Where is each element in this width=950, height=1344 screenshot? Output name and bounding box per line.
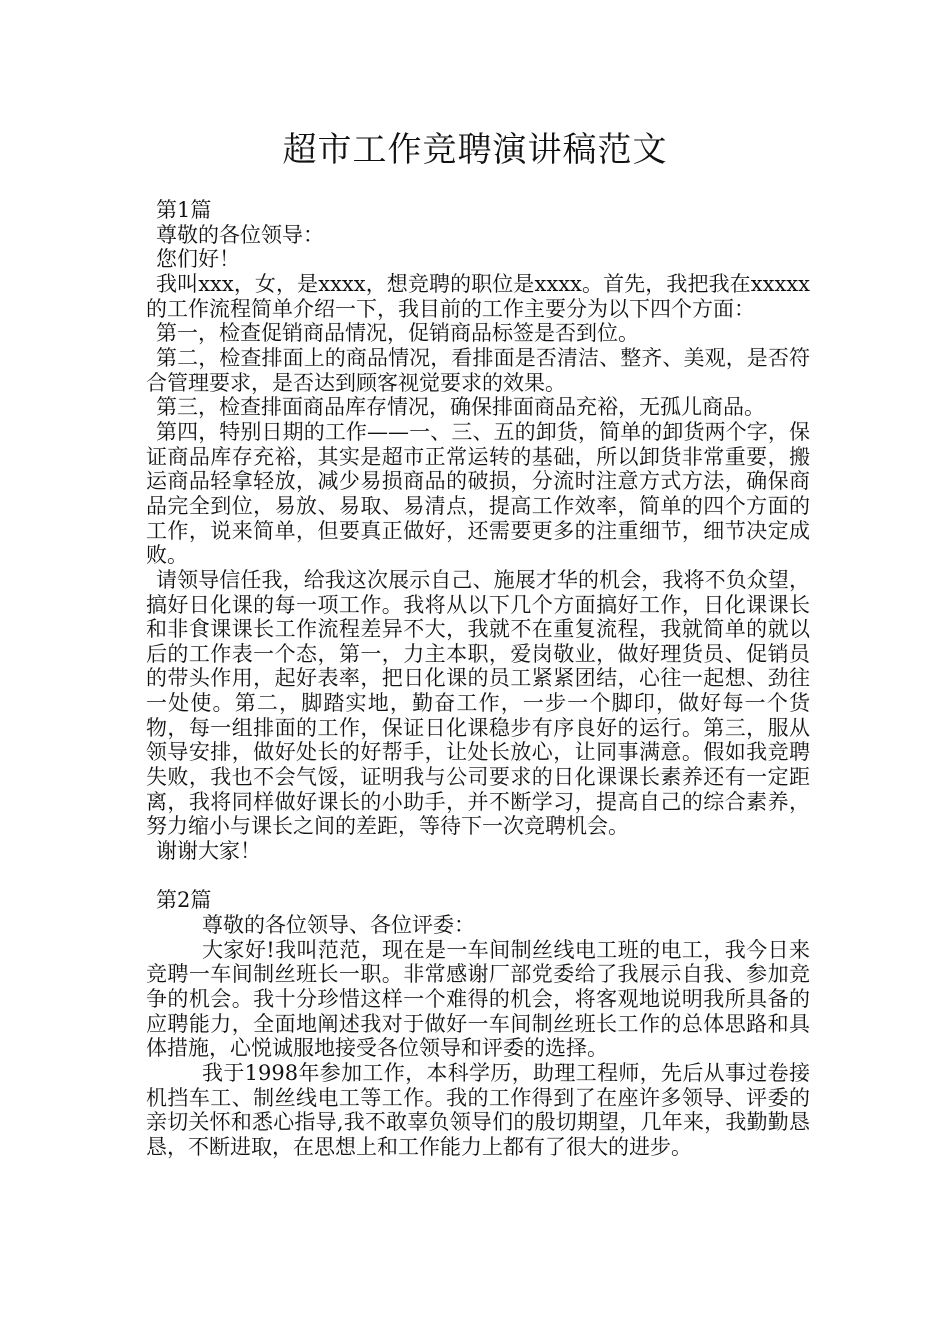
section-2-paragraph: 我于1998年参加工作，本科学历，助理工程师，先后从事过卷接机挡车工、制丝线电工等工作。我的工作得到了在座许多领导、评委的亲切关怀和悉心指导,我不敢辜负领导们的殷切期望，几年来，我勤勤恳恳，不断进取，在思想上和工作能力上都有了很大的进步。	[146, 1060, 810, 1159]
section-1-closing: 谢谢大家！	[156, 839, 261, 864]
section-1-salutation: 尊敬的各位领导：	[156, 222, 324, 247]
section-1-greeting: 您们好！	[156, 247, 240, 272]
section-2-paragraph: 大家好!我叫范范，现在是一车间制丝线电工班的电工，我今日来竞聘一车间制丝班长一职。非常感谢厂部党委给了我展示自我、参加竞争的机会。我十分珍惜这样一个难得的机会，将客观地说明我所具备的应聘能力，全面地阐述我对于做好一车间制丝班长工作的总体思路和具体措施，心悦诚服地接受各位领导和评委的选择。	[146, 937, 810, 1061]
section-2-salutation: 尊敬的各位领导、各位评委：	[202, 913, 475, 938]
section-1-paragraph: 第三，检查排面商品库存情况，确保排面商品充裕，无孤儿商品。	[156, 395, 765, 420]
section-1-heading: 第1篇	[156, 198, 212, 222]
section-1-paragraph: 第一，检查促销商品情况，促销商品标签是否到位。	[156, 321, 639, 346]
section-1-paragraph: 第二，检查排面上的商品情况，看排面是否清洁、整齐、美观，是否符合管理要求，是否达到顾客视觉要求的效果。	[146, 345, 810, 395]
section-1-paragraph: 我叫xxx，女，是xxxx，想竞聘的职位是xxxx。首先，我把我在xxxxx的工作流程简单介绍一下，我目前的工作主要分为以下四个方面：	[146, 271, 810, 321]
section-spacer	[146, 864, 810, 889]
document-body	[146, 198, 810, 1160]
document-title: 超市工作竞聘演讲稿范文	[282, 130, 668, 170]
section-1-paragraph: 第四，特别日期的工作——一、三、五的卸货，简单的卸货两个字，保证商品库存充裕，其实是超市正常运转的基础，所以卸货非常重要，搬运商品轻拿轻放，减少易损商品的破损，分流时注意方式方法，确保商品完全到位，易放、易取、易清点，提高工作效率，简单的四个方面的工作，说来简单，但要真正做好，还需要更多的注重细节，细节决定成败。	[146, 419, 810, 568]
section-1-paragraph: 请领导信任我，给我这次展示自己、施展才华的机会，我将不负众望，搞好日化课的每一项工作。我将从以下几个方面搞好工作，日化课课长和非食课课长工作流程差异不大，我就不在重复流程，我就简单的就以后的工作表一个态，第一，力主本职，爱岗敬业，做好理货员、促销员的带头作用，起好表率，把日化课的员工紧紧团结，心往一起想、劲往一处使。第二，脚踏实地，勤奋工作，一步一个脚印，做好每一个货物，每一组排面的工作，保证日化课稳步有序良好的运行。第三，服从领导安排，做好处长的好帮手，让处长放心，让同事满意。假如我竞聘失败，我也不会气馁，证明我与公司要求的日化课课长素养还有一定距离，我将同样做好课长的小助手，并不断学习，提高自己的综合素养，努力缩小与课长之间的差距，等待下一次竞聘机会。	[146, 567, 810, 839]
section-2-heading: 第2篇	[156, 888, 212, 913]
